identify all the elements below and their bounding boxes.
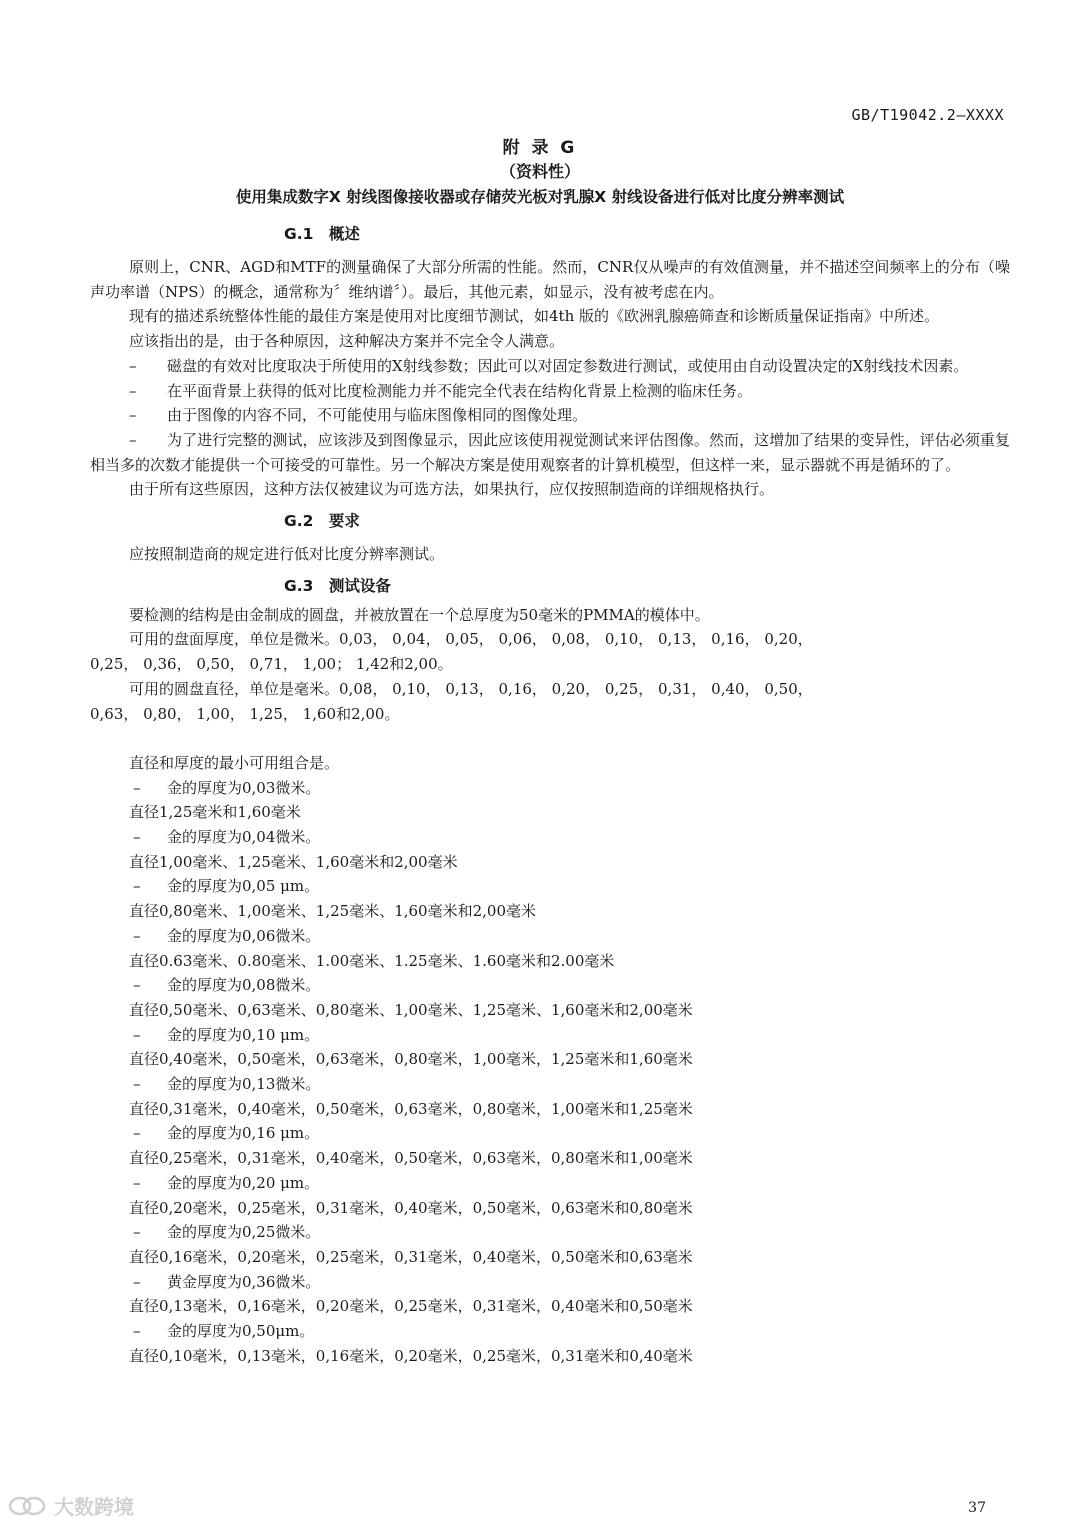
dash-marker: –	[133, 1223, 141, 1242]
dash-marker: –	[133, 1075, 141, 1094]
dash-marker: –	[133, 778, 141, 797]
dash-marker: –	[133, 828, 141, 847]
g1-paragraph-2: 现有的描述系统整体性能的最佳方案是使用对比度细节测试，如4th 版的《欧洲乳腺癌筛查和诊断质量保证指南》中所述。	[129, 307, 940, 326]
dash-marker: –	[133, 1322, 141, 1341]
combo-diameter-item: 直径0,16毫米，0,20毫米，0,25毫米，0,31毫米，0,40毫米，0,50毫米和0,63毫米	[129, 1248, 693, 1266]
combo-diameter-item: 直径0,20毫米，0,25毫米，0,31毫米，0,40毫米，0,50毫米，0,63毫米和0,80毫米	[129, 1198, 693, 1217]
combo-intro: 直径和厚度的最小可用组合是。	[129, 753, 340, 772]
appendix-title: 附 录 G	[502, 138, 578, 158]
combo-thickness-item: – 金的厚度为0,08微米。	[90, 973, 1010, 998]
dash-marker: –	[133, 976, 141, 995]
dash-marker: –	[129, 381, 137, 400]
combo-diameter-item: 直径0.63毫米、0.80毫米、1.00毫米、1.25毫米、1.60毫米和2.00毫米	[129, 951, 615, 970]
combo-thickness-item: – 金的厚度为0,10 μm。	[90, 1023, 1010, 1048]
section-heading-g3: G.3 测试设备	[284, 576, 391, 595]
dash-marker: –	[133, 1173, 141, 1192]
g1-bullet-3: – 由于图像的内容不同，不可能使用与临床图像相同的图像处理。	[90, 403, 1010, 428]
section-heading-g1: G.1 概述	[284, 225, 360, 243]
dash-marker: –	[133, 926, 141, 945]
appendix-header	[0, 136, 1080, 210]
dash-marker: –	[129, 406, 137, 425]
watermark-text: 大数跨境	[54, 1495, 134, 1519]
appendix-heading: 使用集成数字X 射线图像接收器或存储荧光板对乳腺X 射线设备进行低对比度分辨率测试	[235, 188, 845, 206]
g1-paragraph-4: 由于所有这些原因，这种方法仅被建议为可选方法，如果执行，应仅按照制造商的详细规格执行。	[129, 480, 775, 499]
g1-bullet-2: – 在平面背景上获得的低对比度检测能力并不能完全代表在结构化背景上检测的临床任务。	[90, 379, 1010, 404]
combo-thickness-item: – 金的厚度为0,50μm。	[90, 1319, 1010, 1344]
g1-paragraph-1: 原则上，CNR、AGD和MTF的测量确保了大部分所需的性能。然而，CNR仅从噪声的有效值测量，并不描述空间频率上的分布（噪声功率谱（NPS）的概念，通常称为〞维纳谱〞）。最后，其他元素，如显示，没有被考虑在内。	[90, 258, 1010, 301]
blank-line	[90, 726, 1010, 751]
appendix-type: （资料性）	[499, 162, 580, 181]
dash-marker: –	[129, 430, 137, 449]
g1-bullet-4: – 为了进行完整的测试，应该涉及到图像显示，因此应该使用视觉测试来评估图像。然而，这增加了结果的变异性，评估必须重复相当多的次数才能提供一个可接受的可靠性。另一个解决方案是使用观察者的计算机模型，但这样一来，显示器就不再是循环的了。	[90, 428, 1010, 477]
page-number: 37	[968, 1500, 986, 1516]
combo-diameter-item: 直径0,80毫米、1,00毫米、1,25毫米、1,60毫米和2,00毫米	[129, 902, 536, 921]
dash-marker: –	[133, 1272, 141, 1291]
document-body	[90, 221, 1010, 1369]
g1-bullet-1: – 磁盘的有效对比度取决于所使用的X射线参数；因此可以对固定参数进行测试，或使用由自动设置决定的X射线技术因素。	[90, 354, 1010, 379]
combo-diameter-item: 直径0,50毫米、0,63毫米、0,80毫米、1,00毫米、1,25毫米、1,60毫米和2,00毫米	[129, 1000, 693, 1019]
g2-paragraph-1: 应按照制造商的规定进行低对比度分辨率测试。	[129, 545, 445, 564]
thickness-list-line-1: 可用的盘面厚度，单位是微米。0,03， 0,04， 0,05， 0,06， 0,08， 0,10， 0,13， 0,16， 0,20，	[129, 630, 813, 649]
combo-thickness-item: – 金的厚度为0,05 μm。	[90, 874, 1010, 899]
combo-thickness-item: – 金的厚度为0,20 μm。	[90, 1171, 1010, 1196]
watermark	[8, 1491, 134, 1520]
thickness-list-line-2: 0,25， 0,36， 0,50， 0,71， 1,00； 1,42和2,00。	[90, 655, 453, 674]
g1-paragraph-3: 应该指出的是，由于各种原因，这种解决方案并不完全令人满意。	[129, 332, 565, 351]
dash-marker: –	[133, 877, 141, 896]
combo-thickness-item: – 金的厚度为0,06微米。	[90, 924, 1010, 949]
section-heading-g2: G.2 要求	[284, 512, 360, 531]
combo-thickness-item: – 金的厚度为0,13微米。	[90, 1072, 1010, 1097]
combo-diameter-item: 直径0,10毫米，0,13毫米，0,16毫米，0,20毫米，0,25毫米，0,31毫米和0,40毫米	[129, 1346, 693, 1365]
diameter-list-line-2: 0,63， 0,80， 1,00， 1,25， 1,60和2,00。	[90, 704, 400, 723]
watermark-logo-icon	[8, 1495, 48, 1517]
g3-paragraph-1: 要检测的结构是由金制成的圆盘，并被放置在一个总厚度为50毫米的PMMA的模体中。	[129, 605, 710, 624]
combo-thickness-item: – 金的厚度为0,04微米。	[90, 825, 1010, 850]
combo-diameter-item: 直径0,25毫米，0,31毫米，0,40毫米，0,50毫米，0,63毫米，0,80毫米和1,00毫米	[129, 1149, 693, 1168]
standard-code: GB/T19042.2—XXXX	[851, 106, 1004, 124]
combo-thickness-item: – 金的厚度为0,25微米。	[90, 1220, 1010, 1245]
combo-thickness-item: – 金的厚度为0,03微米。	[90, 776, 1010, 801]
dash-marker: –	[133, 1025, 141, 1044]
combo-diameter-item: 直径0,13毫米，0,16毫米，0,20毫米，0,25毫米，0,31毫米，0,40毫米和0,50毫米	[129, 1297, 693, 1316]
combination-list	[90, 776, 1010, 1369]
combo-diameter-item: 直径0,31毫米，0,40毫米，0,50毫米，0,63毫米，0,80毫米，1,00毫米和1,25毫米	[129, 1099, 693, 1118]
combo-diameter-item: 直径1,25毫米和1,60毫米	[129, 803, 301, 822]
combo-thickness-item: – 黄金厚度为0,36微米。	[90, 1270, 1010, 1295]
dash-marker: –	[133, 1124, 141, 1143]
diameter-list-line-1: 可用的圆盘直径，单位是毫米。0,08， 0,10， 0,13， 0,16， 0,20， 0,25， 0,31， 0,40， 0,50，	[129, 679, 813, 698]
dash-marker: –	[129, 356, 137, 375]
combo-diameter-item: 直径1,00毫米、1,25毫米、1,60毫米和2,00毫米	[129, 852, 458, 871]
combo-thickness-item: – 金的厚度为0,16 μm。	[90, 1121, 1010, 1146]
combo-diameter-item: 直径0,40毫米，0,50毫米，0,63毫米，0,80毫米，1,00毫米，1,25毫米和1,60毫米	[129, 1050, 693, 1069]
